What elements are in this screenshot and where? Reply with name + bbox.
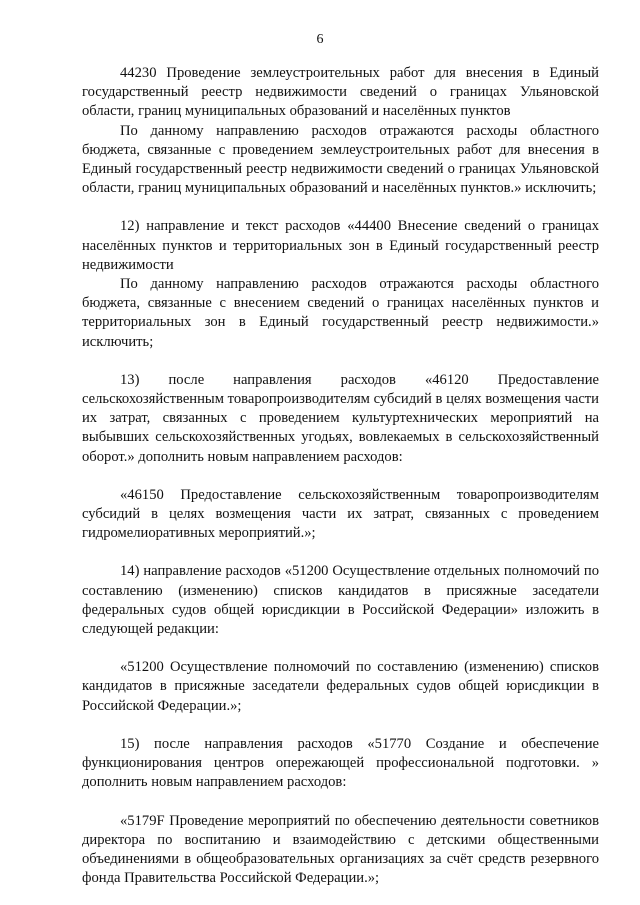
paragraph-item-15: 15) после направления расходов «51770 Создание и обеспечение функционирования центров опережающей профессиональной подготовки. » дополнить новым направлением расходов: — [82, 735, 599, 791]
paragraph-44400-description: По данному направлению расходов отражаются расходы областного бюджета, связанные с внесением сведений о границах населённых пунктов и территориальных зон в Единый государственный реестр недвижимости.» исключить; — [82, 276, 599, 350]
paragraph-46150: «46150 Предоставление сельскохозяйственным товаропроизводителям субсидий в целях возмещения части их затрат, связанных с проведением гидромелиоративных мероприятий.»; — [82, 486, 599, 542]
page-number: 6 — [316, 32, 324, 47]
spacer — [82, 467, 599, 486]
paragraph-5179F: «5179F Проведение мероприятий по обеспечению деятельности советников директора по воспитанию и взаимодействию с детскими общественными объединениями в общеобразовательных организациях за счёт средств резервного фонда Правительства Российской Федерации.»; — [82, 812, 599, 887]
paragraph-44230-description: По данному направлению расходов отражаются расходы областного бюджета, связанные с проведением землеустроительных работ для внесения в Единый государственный реестр недвижимости сведений о границах Ульяновской области, границ муниципальных образований и населённых пунктов.» исключить; — [82, 122, 599, 197]
paragraph-item-13: 13) после направления расходов «46120 Предоставление сельскохозяйственным товаропроизводителям субсидий в целях возмещения части их затрат, связанных с проведением культуртехнических мероприятий на выбывших сельскохозяйственных угодьях, вовлекаемых в сельскохозяйственный оборот.» дополнить новым направлением расходов: — [82, 371, 599, 465]
paragraph-44230: 44230 Проведение землеустроительных работ для внесения в Единый государственный реестр недвижимости сведений о границах Ульяновской области, границ муниципальных образований и населённых пунктов — [82, 65, 599, 120]
spacer — [82, 543, 599, 562]
paragraph-51200: «51200 Осуществление полномочий по составлению (изменению) списков кандидатов в присяжные заседатели федеральных судов общей юрисдикции в Российской Федерации.»; — [82, 659, 599, 714]
spacer — [82, 639, 599, 658]
paragraph-item-14: 14) направление расходов «51200 Осуществление отдельных полномочий по составлению (изменению) списков кандидатов в присяжные заседатели федеральных судов общей юрисдикции в Российской Федерации» изложить в следующей редакции: — [82, 563, 599, 638]
paragraph-item-12: 12) направление и текст расходов «44400 Внесение сведений о границах населённых пунктов и территориальных зон в Единый государственный реестр недвижимости — [82, 218, 599, 273]
spacer — [82, 198, 599, 217]
spacer — [82, 793, 599, 812]
spacer — [82, 352, 599, 371]
spacer — [82, 716, 599, 735]
document-body — [82, 64, 599, 888]
